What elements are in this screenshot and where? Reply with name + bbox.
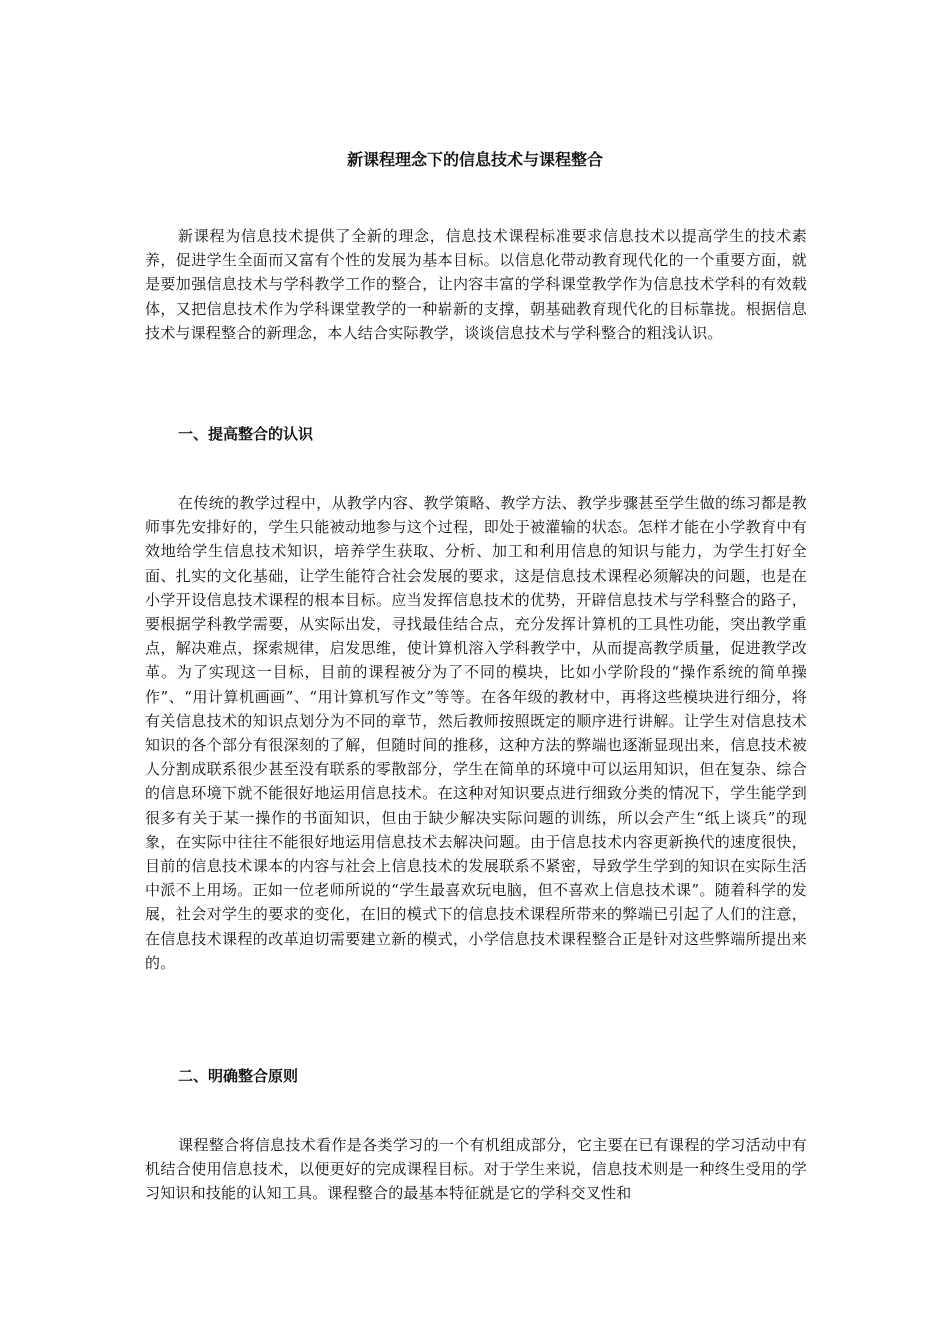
section-1-paragraph: 在传统的教学过程中，从教学内容、教学策略、教学方法、教学步骤甚至学生做的练习都是教师事先安排好的，学生只能被动地参与这个过程，即处于被灌输的状态。怎样才能在小学教育中有效地给学生信息技术知识，培养学生获取、分析、加工和利用信息的知识与能力，为学生打好全面、扎实的文化基础，让学生能符合社会发展的要求，这是信息技术课程必须解决的问题，也是在小学开设信息技术课程的根本目标。应当发挥信息技术的优势，开辟信息技术与学科整合的路子，要根据学科教学需要，从实际出发，寻找最佳结合点，充分发挥计算机的工具性功能，突出教学重点，解决难点，探索规律，启发思维，使计算机溶入学科教学中，从而提高教学质量，促进教学改革。为了实现这一目标，目前的课程被分为了不同的模块，比如小学阶段的“操作系统的简单操作”、“用计算机画画”、“用计算机写作文”等等。在各年级的教材中，再将这些模块进行细分，将有关信息技术的知识点划分为不同的章节，然后教师按照既定的顺序进行讲解。让学生对信息技术知识的各个部分有很深刻的了解，但随时间的推移，这种方法的弊端也逐渐显现出来，信息技术被人分割成联系很少甚至没有联系的零散部分，学生在简单的环境中可以运用知识，但在复杂、综合的信息环境下就不能很好地运用信息技术。在这种对知识要点进行细致分类的情况下，学生能学到很多有关于某一操作的书面知识，但由于缺少解决实际问题的训练，所以会产生“纸上谈兵”的现象，在实际中往往不能很好地运用信息技术去解决问题。由于信息技术内容更新换代的速度很快，目前的信息技术课本的内容与社会上信息技术的发展联系不紧密，导致学生学到的知识在实际生活中派不上用场。正如一位老师所说的“学生最喜欢玩电脑，但不喜欢上信息技术课”。随着科学的发展，社会对学生的要求的变化，在旧的模式下的信息技术课程所带来的弊端已引起了人们的注意，在信息技术课程的改革迫切需要建立新的模式，小学信息技术课程整合正是针对这些弊端所提出来的。	[145, 494, 807, 972]
document-title: 新课程理念下的信息技术与课程整合	[346, 150, 603, 169]
section-1-heading: 一、提高整合的认识	[178, 425, 314, 443]
intro-paragraph: 新课程为信息技术提供了全新的理念，信息技术课程标准要求信息技术以提高学生的技术素养，促进学生全面而又富有个性的发展为基本目标。以信息化带动教育现代化的一个重要方面，就是要加强信息技术与学科教学工作的整合，让内容丰富的学科课堂教学作为信息技术学科的有效载体，又把信息技术作为学科课堂教学的一种崭新的支撑，朝基础教育现代化的目标靠拢。根据信息技术与课程整合的新理念，本人结合实际教学，谈谈信息技术与学科整合的粗浅认识。	[145, 227, 807, 342]
section-2-heading: 二、明确整合原则	[178, 1067, 299, 1085]
section-2-paragraph: 课程整合将信息技术看作是各类学习的一个有机组成部分，它主要在已有课程的学习活动中有机结合使用信息技术，以便更好的完成课程目标。对于学生来说，信息技术则是一种终生受用的学习知识和技能的认知工具。课程整合的最基本特征就是它的学科交叉性和	[145, 1136, 807, 1203]
